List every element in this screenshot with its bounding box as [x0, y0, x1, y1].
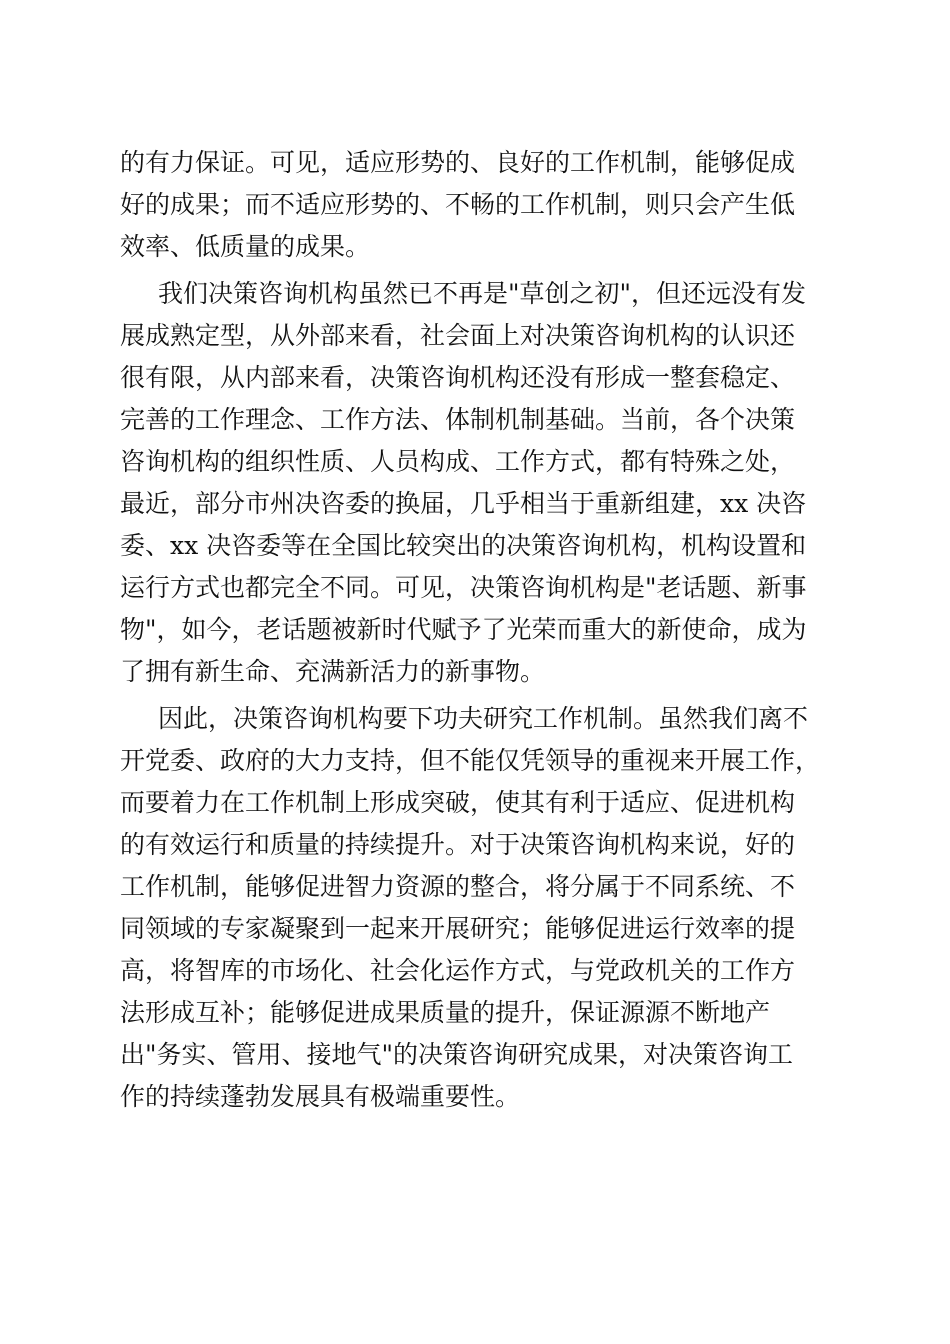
text-line: 运行方式也都完全不同。可见，决策咨询机构是"老话题、新事 [120, 573, 807, 602]
text-line: 了拥有新生命、充满新活力的新事物。 [120, 657, 546, 686]
text-line: 因此，决策咨询机构要下功夫研究工作机制。虽然我们离不 [158, 704, 809, 733]
text-line: 法形成互补；能够促进成果质量的提升，保证源源不断地产 [120, 998, 771, 1027]
text-line: 物"，如今，老话题被新时代赋予了光荣而重大的新使命，成为 [120, 615, 807, 644]
text-line: 高，将智库的市场化、社会化运作方式，与党政机关的工作方 [120, 956, 796, 985]
text-line: 完善的工作理念、工作方法、体制机制基础。当前，各个决策 [120, 405, 796, 434]
text-line: 的有力保证。可见，适应形势的、良好的工作机制，能够促成 [120, 148, 796, 177]
text-line: 很有限，从内部来看，决策咨询机构还没有形成一整套稳定、 [120, 363, 796, 392]
text-line: 作的持续蓬勃发展具有极端重要性。 [120, 1082, 521, 1111]
text-line: 工作机制，能够促进智力资源的整合，将分属于不同系统、不 [120, 872, 796, 901]
text-line: 开党委、政府的大力支持，但不能仅凭领导的重视来开展工作， [120, 746, 821, 775]
text-line: 最近，部分市州决咨委的换届，几乎相当于重新组建，xx 决咨 [120, 489, 807, 518]
text-line: 好的成果；而不适应形势的、不畅的工作机制，则只会产生低 [120, 190, 796, 219]
text-line: 而要着力在工作机制上形成突破，使其有利于适应、促进机构 [120, 788, 796, 817]
text-line: 委、xx 决咨委等在全国比较突出的决策咨询机构，机构设置和 [120, 531, 807, 560]
text-line: 我们决策咨询机构虽然已不再是"草创之初"，但还远没有发 [158, 279, 807, 308]
text-line: 的有效运行和质量的持续提升。对于决策咨询机构来说，好的 [120, 830, 796, 859]
text-line: 出"务实、管用、接地气"的决策咨询研究成果，对决策咨询工 [120, 1040, 794, 1069]
text-line: 效率、低质量的成果。 [120, 232, 371, 261]
text-line: 展成熟定型，从外部来看，社会面上对决策咨询机构的认识还 [120, 321, 796, 350]
text-line: 咨询机构的组织性质、人员构成、工作方式，都有特殊之处， [120, 447, 796, 476]
text-line: 同领域的专家凝聚到一起来开展研究；能够促进运行效率的提 [120, 914, 796, 943]
